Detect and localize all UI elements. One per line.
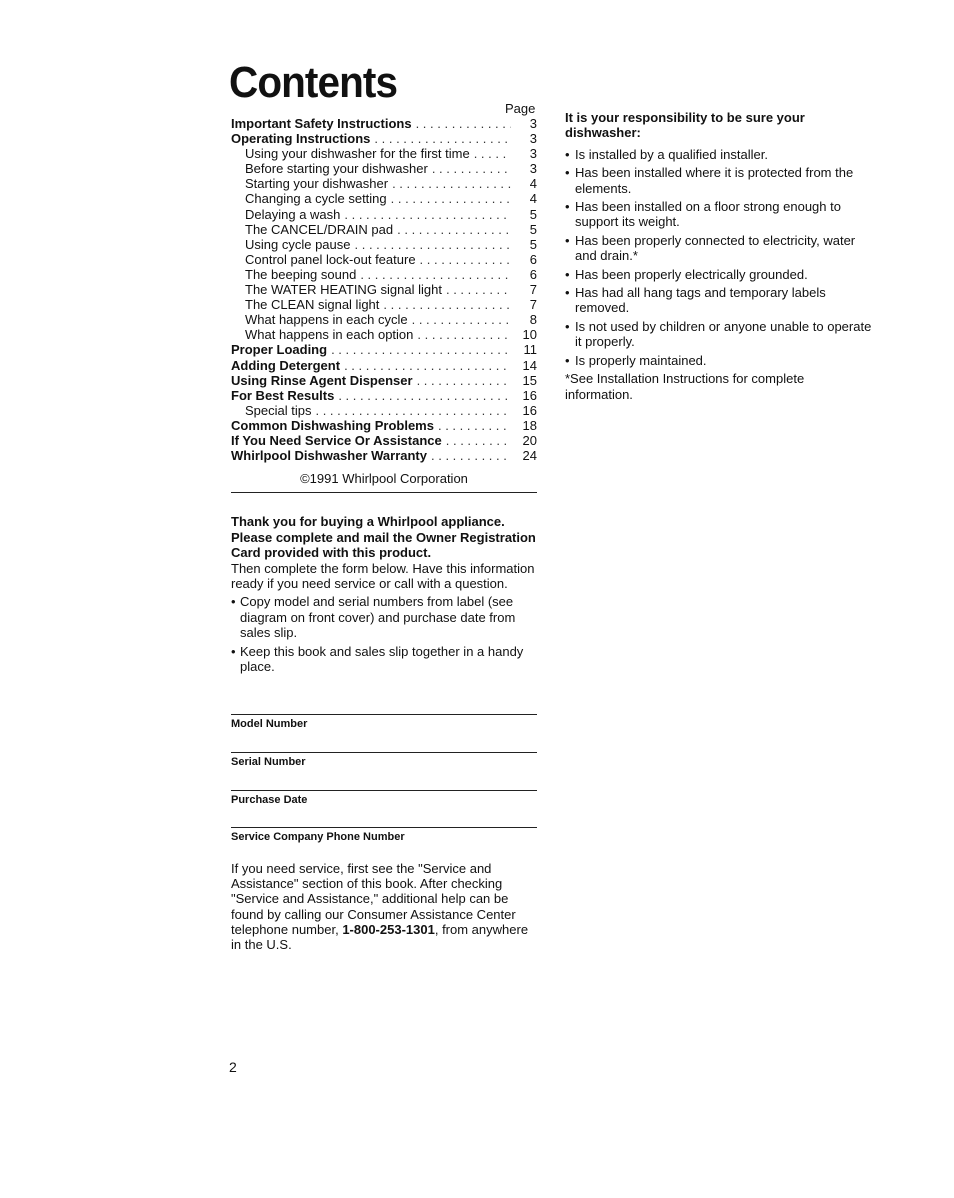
- list-item: • Is not used by children or anyone unable to operate it properly.: [565, 319, 875, 350]
- toc-entry: [231, 448, 537, 463]
- toc-entry: [231, 433, 537, 448]
- list-item: • Has been properly electrically grounded.: [565, 267, 875, 282]
- toc-entry-page: 7: [529, 297, 537, 313]
- page-number: 2: [229, 1059, 237, 1075]
- toc-leader-dots: [474, 146, 511, 161]
- toc-leader-dots: [432, 161, 511, 176]
- toc-entry-label: Starting your dishwasher: [245, 176, 389, 192]
- toc-entry-page: 5: [529, 236, 537, 252]
- phone-number: 1-800-253-1301: [342, 921, 435, 937]
- toc-leader-dots: [360, 267, 511, 282]
- toc-leader-dots: [446, 433, 511, 448]
- thank-you-section: [231, 514, 539, 678]
- toc-entry: [231, 282, 537, 297]
- toc-leader-dots: [383, 297, 511, 312]
- toc-entry-label: Common Dishwashing Problems: [231, 417, 434, 433]
- thank-you-heading: Thank you for buying a Whirlpool appliance.: [231, 514, 505, 529]
- toc-entry: [231, 373, 537, 388]
- purchase-date-field: [231, 790, 537, 806]
- toc-entry-page: 5: [529, 221, 537, 237]
- toc-entry-label: Proper Loading: [231, 342, 328, 358]
- toc-entry-page: 16: [522, 402, 537, 418]
- toc-entry-label: Whirlpool Dishwasher Warranty: [231, 448, 427, 464]
- toc-entry-page: 3: [529, 146, 537, 162]
- purchase-date-label: Purchase Date: [231, 794, 308, 806]
- toc-entry-label: Adding Detergent: [231, 357, 341, 373]
- toc-entry-page: 20: [522, 432, 537, 448]
- toc-entry-label: For Best Results: [231, 387, 335, 403]
- toc-entry: [231, 191, 537, 206]
- toc-leader-dots: [315, 403, 511, 418]
- toc-entry-label: The CANCEL/DRAIN pad: [245, 221, 394, 237]
- thank-you-body: Then complete the form below. Have this information ready if you need service or call with a question.: [231, 560, 535, 592]
- toc-entry-page: 5: [529, 206, 537, 222]
- toc-entry-label: The beeping sound: [245, 266, 357, 282]
- toc-entry: [231, 267, 537, 282]
- list-item: • Is properly maintained.: [565, 353, 875, 368]
- service-company-phone-label: Service Company Phone Number: [231, 831, 405, 843]
- toc-entry-label: Using cycle pause: [245, 236, 351, 252]
- responsibility-heading: It is your responsibility to be sure your dishwasher:: [565, 110, 805, 141]
- serial-number-label: Serial Number: [231, 756, 306, 768]
- toc-entry-page: 3: [529, 116, 537, 131]
- toc-leader-dots: [416, 116, 511, 131]
- toc-entry-label: If You Need Service Or Assistance: [231, 432, 442, 448]
- thank-you-bullets: [231, 594, 539, 675]
- list-item: • Has been installed on a floor strong enough to support its weight.: [565, 199, 875, 230]
- toc-entry-page: 8: [529, 312, 537, 328]
- list-item: • Has had all hang tags and temporary labels removed.: [565, 285, 875, 316]
- registration-instruction: Please complete and mail the Owner Registration Card provided with this product.: [231, 529, 536, 561]
- toc-entry: [231, 312, 537, 327]
- toc-entry: [231, 403, 537, 418]
- toc-entry: [231, 358, 537, 373]
- toc-entry: [231, 146, 537, 161]
- toc-entry-label: The WATER HEATING signal light: [245, 282, 442, 298]
- toc-entry-page: 3: [529, 161, 537, 177]
- toc-leader-dots: [438, 418, 511, 433]
- toc-entry-page: 15: [522, 372, 537, 388]
- toc-entry-page: 18: [522, 417, 537, 433]
- toc-entry-label: Using Rinse Agent Dispenser: [231, 372, 413, 388]
- toc-leader-dots: [420, 252, 511, 267]
- list-item: • Keep this book and sales slip together in a handy place.: [231, 644, 539, 675]
- toc-entry-label: Control panel lock-out feature: [245, 251, 416, 267]
- toc-entry-label: Operating Instructions: [231, 131, 371, 147]
- toc-entry-label: The CLEAN signal light: [245, 297, 380, 313]
- page-title: Contents: [229, 58, 398, 107]
- toc-entry-label: Changing a cycle setting: [245, 191, 387, 207]
- toc-entry-label: Special tips: [245, 402, 312, 418]
- service-text-end: , from anywhere in the U.S.: [231, 921, 529, 953]
- toc-entry: [231, 207, 537, 222]
- toc-entry-page: 3: [529, 131, 537, 147]
- toc-entry-page: 4: [529, 176, 537, 192]
- toc-entry: [231, 222, 537, 237]
- toc-entry: [231, 237, 537, 252]
- toc-leader-dots: [417, 373, 511, 388]
- toc-entry: [231, 327, 537, 342]
- toc-entry: [231, 297, 537, 312]
- toc-entry-label: What happens in each option: [245, 327, 414, 343]
- toc-leader-dots: [344, 207, 511, 222]
- toc-entry-page: 6: [529, 266, 537, 282]
- toc-entry: [231, 388, 537, 403]
- toc-entry-label: What happens in each cycle: [245, 312, 408, 328]
- divider: [231, 492, 537, 493]
- toc-entry-page: 6: [529, 251, 537, 267]
- toc-entry-page: 14: [522, 357, 537, 373]
- toc-entry-page: 24: [522, 448, 537, 464]
- responsibility-list: [565, 147, 875, 368]
- toc-entry: [231, 176, 537, 191]
- toc-entry-page: 10: [522, 327, 537, 343]
- service-company-phone-field: [231, 827, 537, 843]
- toc-leader-dots: [338, 388, 511, 403]
- toc-entry-page: 11: [523, 342, 537, 358]
- toc-leader-dots: [344, 358, 511, 373]
- serial-number-field: [231, 752, 537, 768]
- list-item: • Has been properly connected to electricity, water and drain.*: [565, 233, 875, 264]
- toc-leader-dots: [374, 131, 511, 146]
- toc-leader-dots: [355, 237, 512, 252]
- toc-leader-dots: [331, 342, 511, 357]
- toc-leader-dots: [397, 222, 511, 237]
- toc-entry: [231, 161, 537, 176]
- toc-entry: [231, 418, 537, 433]
- toc-entry: [231, 131, 537, 146]
- list-item: • Is installed by a qualified installer.: [565, 147, 875, 162]
- toc-entry: [231, 116, 537, 131]
- toc-entry: [231, 342, 537, 357]
- responsibility-section: [565, 110, 875, 402]
- list-item: • Copy model and serial numbers from label (see diagram on front cover) and purchase date from sales slip.: [231, 594, 539, 641]
- service-paragraph: [231, 861, 537, 952]
- toc-entry-page: 4: [529, 191, 537, 207]
- toc-entry-label: Important Safety Instructions: [231, 116, 412, 131]
- toc-entry: [231, 252, 537, 267]
- toc-page-column-header: Page: [505, 101, 536, 116]
- table-of-contents: [231, 116, 537, 463]
- toc-leader-dots: [391, 191, 511, 206]
- copyright-notice: ©1991 Whirlpool Corporation: [300, 471, 468, 486]
- model-number-label: Model Number: [231, 718, 308, 730]
- toc-entry-page: 16: [522, 387, 537, 403]
- list-item: • Has been installed where it is protected from the elements.: [565, 165, 875, 196]
- toc-leader-dots: [431, 448, 511, 463]
- toc-entry-label: Before starting your dishwasher: [245, 161, 428, 177]
- installation-note: *See Installation Instructions for complete information.: [565, 371, 805, 402]
- toc-leader-dots: [446, 282, 511, 297]
- toc-entry-page: 7: [529, 282, 537, 298]
- model-number-field: [231, 714, 537, 730]
- service-text: If you need service, first see the "Service and Assistance" section of this book. After checking "Service and Assistance," additional help can be found by calling our Consumer Assistance Center telephone number,: [231, 861, 516, 937]
- toc-leader-dots: [417, 327, 511, 342]
- toc-entry-label: Using your dishwasher for the first time: [245, 146, 470, 162]
- toc-leader-dots: [392, 176, 511, 191]
- toc-leader-dots: [412, 312, 511, 327]
- toc-entry-label: Delaying a wash: [245, 206, 341, 222]
